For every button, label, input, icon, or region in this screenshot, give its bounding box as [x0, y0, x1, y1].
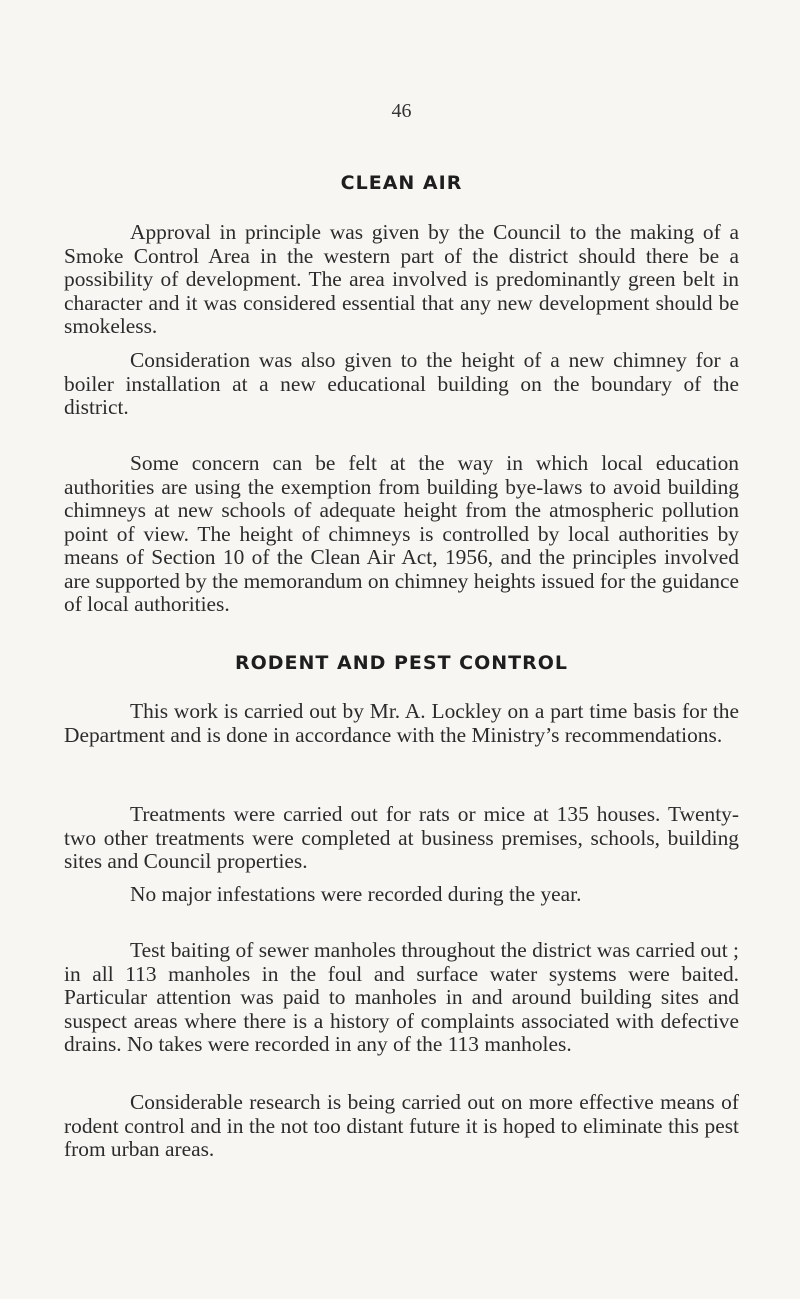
section-heading-rodent-pest-control: RODENT AND PEST CONTROL — [234, 652, 568, 674]
clean-air-paragraph-2: Consideration was also given to the height of a new chimney for a boiler installation at a new educational building on the boundary of the district. — [64, 348, 739, 419]
document-page — [64, 0, 739, 1299]
rodent-paragraph-2: Treatments were carried out for rats or mice at 135 houses. Twenty-two other treatments were completed at business premises, schools, building sites and Council properties. — [64, 802, 739, 873]
rodent-paragraph-3: No major infestations were recorded during the year. — [130, 882, 582, 906]
rodent-paragraph-4: Test baiting of sewer manholes throughout the district was carried out ; in all 113 manholes in the foul and surface water systems were baited. Particular attention was paid to manholes in and around building sites and suspect areas where there is a history of complaints associated with defective drains. No takes were recorded in any of the 113 manholes. — [64, 938, 739, 1056]
rodent-paragraph-1: This work is carried out by Mr. A. Lockley on a part time basis for the Department and is done in accordance with the Ministry’s recommendations. — [64, 699, 739, 747]
page-number: 46 — [391, 100, 412, 122]
section-heading-clean-air: CLEAN AIR — [340, 172, 463, 194]
clean-air-paragraph-1: Approval in principle was given by the Council to the making of a Smoke Control Area in the western part of the district should there be a possibility of development. The area involved is predominantly green belt in character and it was considered essential that any new development should be smokeless. — [64, 220, 739, 338]
clean-air-paragraph-3: Some concern can be felt at the way in which local education authorities are using the exemption from building bye-laws to avoid building chimneys at new schools of adequate height from the atmospheric pollution point of view. The height of chimneys is controlled by local authorities by means of Section 10 of the Clean Air Act, 1956, and the principles involved are supported by the memorandum on chimney heights issued for the guidance of local authorities. — [64, 451, 739, 616]
rodent-paragraph-5: Considerable research is being carried out on more effective means of rodent control and in the not too distant future it is hoped to eliminate this pest from urban areas. — [64, 1090, 739, 1161]
